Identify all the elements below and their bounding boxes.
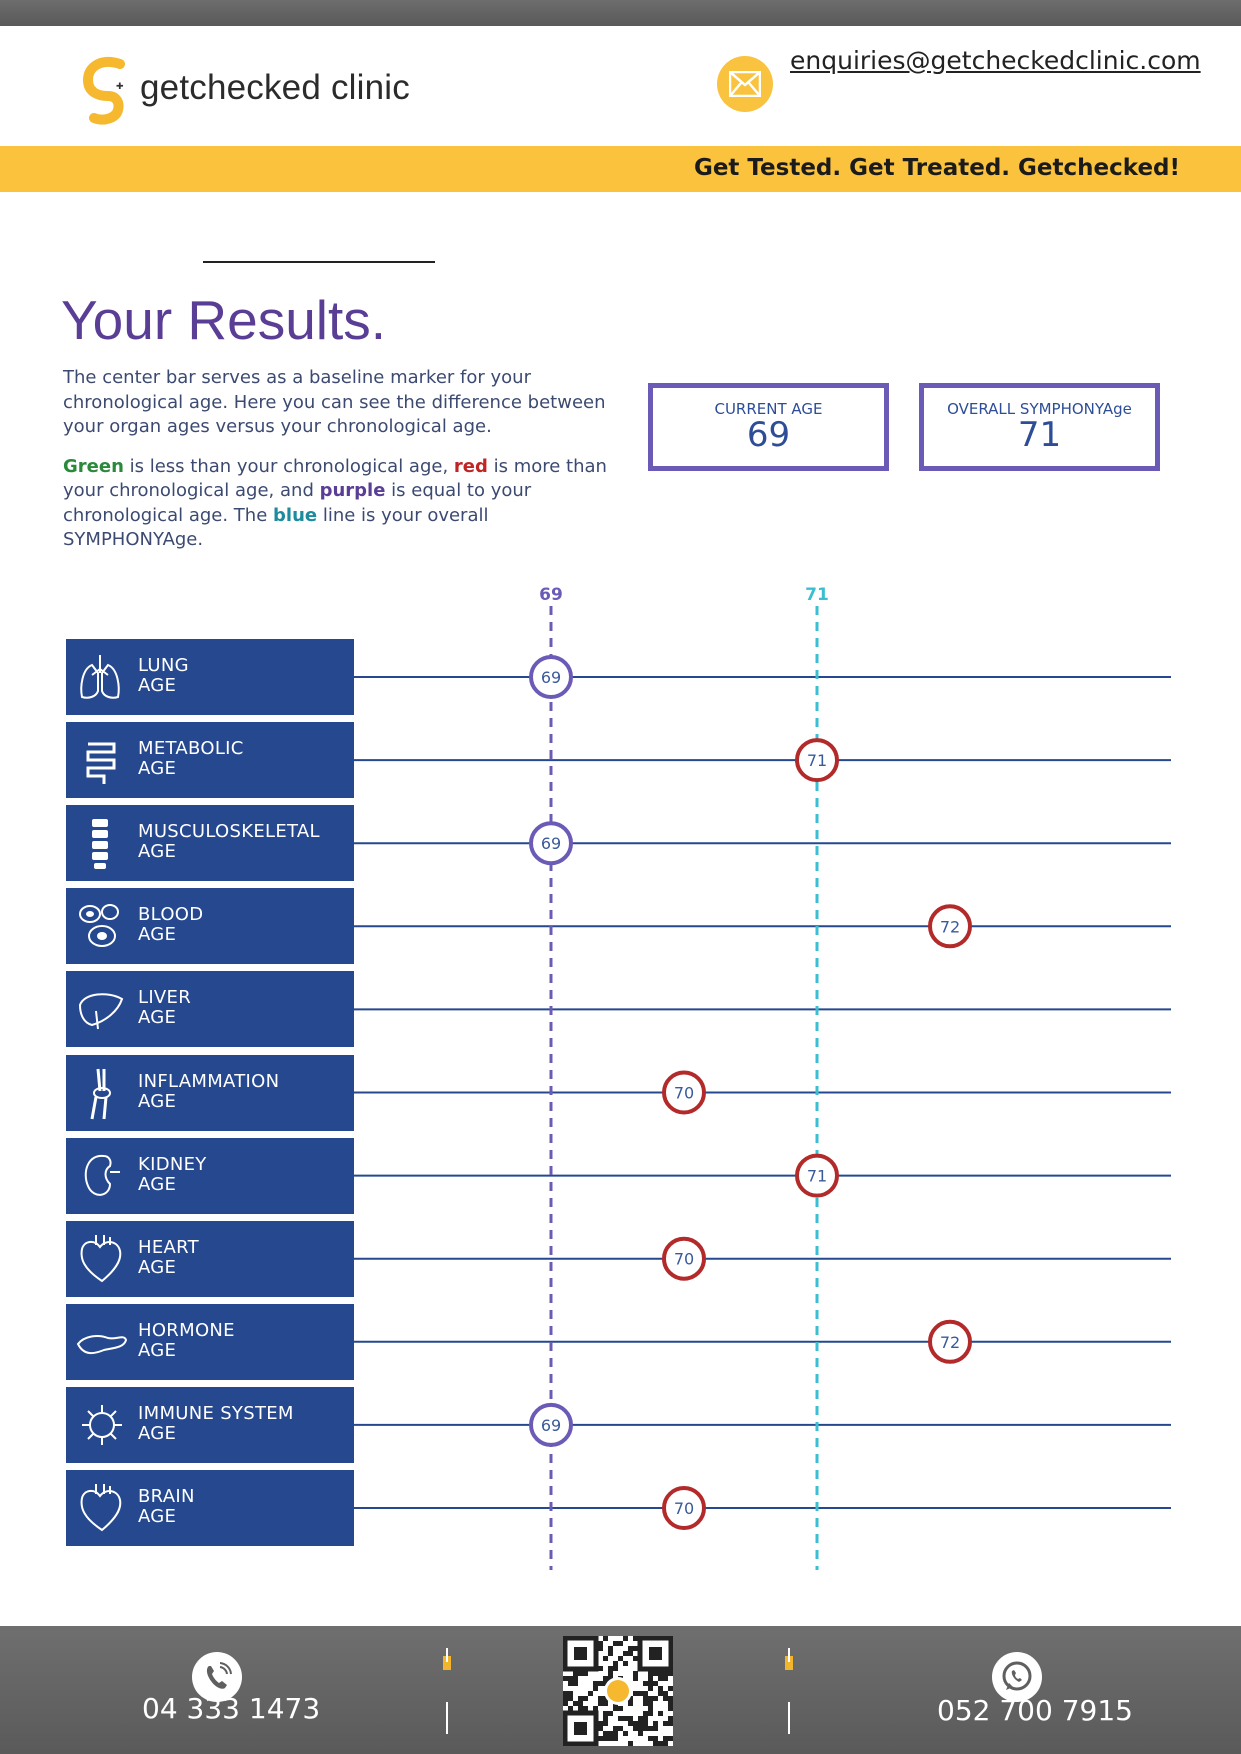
footer-divider: [446, 1702, 448, 1734]
row-label-line1: MUSCULOSKELETAL: [138, 821, 320, 843]
current-age-label: CURRENT AGE: [714, 400, 823, 418]
mail-icon: [717, 56, 773, 112]
row-label-line1: INFLAMMATION: [138, 1070, 280, 1092]
legend-text-3: is equal to your chronological age. The: [63, 480, 532, 526]
data-label: 69: [540, 668, 562, 687]
intro-paragraph: The center bar serves as a baseline marker for your chronological age. Here you can see the difference between your organ ages versus your chronological age.: [63, 367, 606, 437]
logo-icon: [82, 56, 130, 126]
overall-age-label: OVERALL SYMPHONYAge: [947, 400, 1132, 418]
current-age-value: 69: [746, 415, 791, 455]
row-label-text: [138, 656, 189, 696]
heart-icon: [74, 1480, 130, 1536]
tagline: Get Tested. Get Treated. Getchecked!: [693, 155, 1180, 181]
row-label: [66, 1221, 354, 1297]
row-label: [66, 639, 354, 715]
legend-blue: blue: [273, 504, 318, 526]
row-label-line1: BLOOD: [138, 904, 204, 926]
row-label-line1: IMMUNE SYSTEM: [138, 1402, 294, 1424]
row-label-line2: AGE: [138, 1506, 177, 1527]
data-label: 72: [939, 1332, 961, 1352]
row-label-line1: LUNG: [138, 655, 189, 676]
pancreas-icon: [74, 1314, 130, 1370]
row-label-text: [138, 822, 320, 862]
data-label: 72: [939, 917, 961, 937]
heart-icon: [74, 1231, 130, 1287]
row-label-text: [138, 988, 191, 1028]
row-label-text: [138, 1155, 207, 1195]
overall-age-value: 71: [1017, 415, 1062, 455]
row-label: [66, 1138, 354, 1214]
row-label-line1: BRAIN: [138, 1486, 195, 1507]
legend-text-2: is more than your chronological age, and: [63, 455, 607, 501]
organ-age-chart: [0, 570, 1241, 1580]
lungs-icon: [74, 649, 130, 705]
overall-tick-label: 71: [805, 585, 829, 605]
row-label-line2: AGE: [138, 841, 177, 863]
top-strip: [0, 0, 1241, 26]
row-label-text: [138, 1487, 195, 1527]
email-link[interactable]: enquiries@getcheckedclinic.com: [790, 46, 1201, 75]
phone-number-2[interactable]: 052 700 7915: [937, 1694, 1133, 1727]
data-label: 70: [673, 1499, 695, 1518]
row-label-line1: LIVER: [138, 987, 192, 1009]
row-label: [66, 722, 354, 798]
liver-icon: [74, 981, 130, 1037]
footer-divider: [788, 1702, 790, 1734]
legend-paragraph: [63, 455, 623, 553]
baseline-tick-label: 69: [539, 585, 563, 605]
row-label-line2: AGE: [138, 1173, 177, 1195]
brand-name: getchecked clinic: [140, 68, 410, 107]
row-label-line2: AGE: [138, 1007, 177, 1029]
data-label: 69: [540, 1415, 562, 1435]
row-label: [66, 971, 354, 1047]
row-label: [66, 805, 354, 881]
legend-text-1: is less than your chronological age,: [123, 455, 454, 477]
row-label: [66, 1055, 354, 1131]
row-label-line2: AGE: [138, 1090, 177, 1112]
row-label-text: [138, 739, 244, 779]
current-age-box: [648, 383, 889, 471]
row-label-line1: KIDNEY: [138, 1153, 207, 1175]
qr-code-icon[interactable]: [563, 1636, 673, 1746]
kidney-icon: [74, 1148, 130, 1204]
legend-purple: purple: [319, 480, 386, 501]
overall-age-box: [919, 383, 1160, 471]
legend-text-4: line is your overall SYMPHONYAge.: [63, 504, 489, 550]
row-label: [66, 1470, 354, 1546]
row-label: [66, 888, 354, 964]
legend-green: Green: [63, 455, 124, 477]
row-label-text: [138, 1072, 279, 1112]
knee-joint-icon: [74, 1065, 130, 1121]
legend-red: red: [453, 455, 488, 477]
row-label-line1: METABOLIC: [138, 738, 244, 760]
intestine-icon: [74, 732, 130, 788]
row-label-line2: AGE: [138, 924, 177, 946]
data-label: 70: [673, 1249, 695, 1269]
footer: [0, 1626, 1241, 1754]
footer-divider: [788, 1648, 790, 1662]
blood-cells-icon: [74, 898, 130, 954]
tagline-bar: [0, 146, 1241, 192]
row-label-line2: AGE: [138, 758, 177, 780]
data-label: 69: [540, 834, 562, 854]
row-label: [66, 1387, 354, 1463]
row-label-text: [138, 1238, 199, 1278]
intro-text: [63, 366, 623, 568]
footer-divider: [446, 1648, 448, 1662]
divider: [203, 261, 435, 263]
row-label-line2: AGE: [138, 675, 177, 696]
row-label-text: [138, 1321, 235, 1361]
row-label: [66, 1304, 354, 1380]
virus-icon: [74, 1397, 130, 1453]
row-label-line1: HORMONE: [138, 1319, 235, 1341]
spine-icon: [74, 815, 130, 871]
row-label-text: [138, 1404, 294, 1444]
data-label: 71: [806, 1166, 828, 1186]
qr-pattern: [563, 1636, 673, 1746]
data-label: 70: [673, 1083, 695, 1103]
page-title: Your Results.: [61, 289, 387, 351]
row-label-text: [138, 905, 203, 945]
row-label-line1: HEART: [138, 1236, 199, 1258]
svg-text:✚: ✚: [116, 82, 124, 92]
row-label-line2: AGE: [138, 1422, 177, 1444]
data-label: 71: [806, 751, 828, 771]
phone-number-1[interactable]: 04 333 1473: [142, 1692, 321, 1725]
row-label-line2: AGE: [138, 1256, 177, 1278]
row-label-line2: AGE: [138, 1339, 177, 1361]
